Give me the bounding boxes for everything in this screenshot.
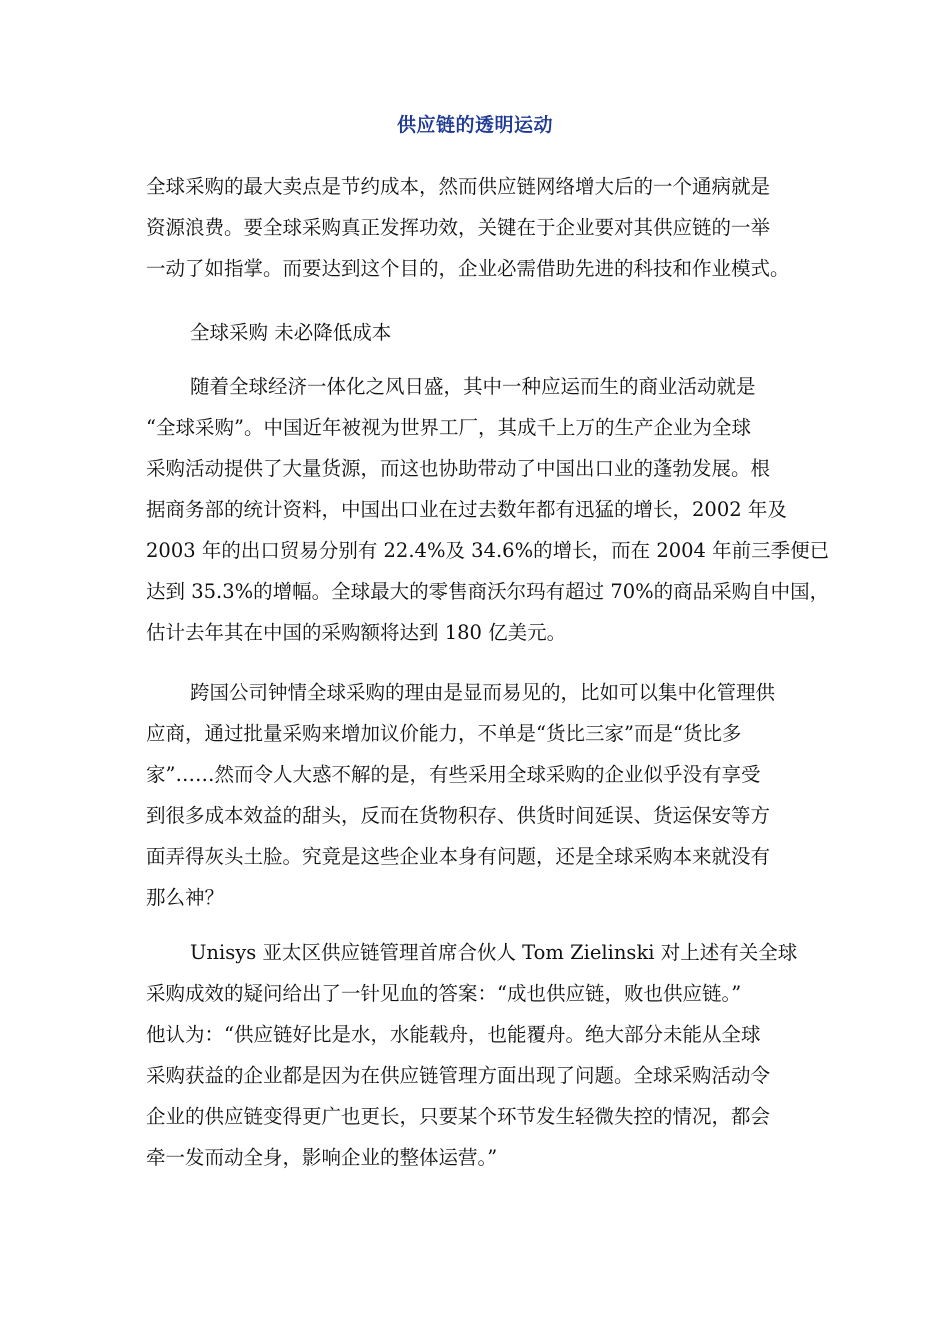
body-paragraph-2 bbox=[146, 672, 886, 918]
text-line: 应商，通过批量采购来增加议价能力，不单是“货比三家”而是“货比多 bbox=[146, 722, 742, 745]
text-line: 采购活动提供了大量货源，而这也协助带动了中国出口业的蓬勃发展。根 bbox=[146, 457, 771, 480]
text-line: 资源浪费。要全球采购真正发挥功效，关键在于企业要对其供应链的一举 bbox=[146, 216, 771, 239]
text-line: 采购获益的企业都是因为在供应链管理方面出现了问题。全球采购活动令 bbox=[146, 1064, 771, 1087]
text-line: 面弄得灰头土脸。究竟是这些企业本身有问题，还是全球采购本来就没有 bbox=[146, 845, 771, 868]
text-line: 企业的供应链变得更广也更长，只要某个环节发生轻微失控的情况，都会 bbox=[146, 1105, 771, 1128]
text-line: 家”……然而令人大惑不解的是，有些采用全球采购的企业似乎没有享受 bbox=[146, 763, 761, 786]
text-line: 他认为：“供应链好比是水，水能载舟，也能覆舟。绝大部分未能从全球 bbox=[146, 1023, 761, 1046]
text-line: 全球采购的最大卖点是节约成本，然而供应链网络增大后的一个通病就是 bbox=[146, 175, 771, 198]
text-line: 达到 35.3%的增幅。全球最大的零售商沃尔玛有超过 70%的商品采购自中国， bbox=[146, 580, 830, 603]
body-paragraph-1 bbox=[146, 366, 886, 653]
text-line: 采购成效的疑问给出了一针见血的答案：“成也供应链，败也供应链。” bbox=[146, 982, 742, 1005]
text-line: 那么神？ bbox=[146, 886, 225, 909]
intro-paragraph bbox=[146, 166, 886, 289]
text-line: 2003 年的出口贸易分别有 22.4%及 34.6%的增长，而在 2004 年前三季便已 bbox=[146, 539, 830, 562]
text-line: 到很多成本效益的甜头，反而在货物积存、供货时间延误、货运保安等方 bbox=[146, 804, 771, 827]
text-line: “全球采购”。中国近年被视为世界工厂，其成千上万的生产企业为全球 bbox=[146, 416, 751, 439]
text-line: 跨国公司钟情全球采购的理由是显而易见的，比如可以集中化管理供 bbox=[190, 681, 776, 704]
body-paragraph-3 bbox=[146, 932, 886, 1178]
text-line: 随着全球经济一体化之风日盛，其中一种应运而生的商业活动就是 bbox=[190, 375, 756, 398]
document-title: 供应链的透明运动 bbox=[396, 114, 553, 136]
text-line: 牵一发而动全身，影响企业的整体运营。” bbox=[146, 1146, 498, 1169]
text-line: 估计去年其在中国的采购额将达到 180 亿美元。 bbox=[146, 621, 567, 644]
subheading-text: 全球采购 未必降低成本 bbox=[190, 321, 392, 344]
text-line: 一动了如指掌。而要达到这个目的，企业必需借助先进的科技和作业模式。 bbox=[146, 257, 790, 280]
section-subheading bbox=[146, 312, 886, 353]
text-line: Unisys 亚太区供应链管理首席合伙人 Tom Zielinski 对上述有关全球 bbox=[190, 941, 798, 964]
text-line: 据商务部的统计资料，中国出口业在过去数年都有迅猛的增长，2002 年及 bbox=[146, 498, 787, 521]
